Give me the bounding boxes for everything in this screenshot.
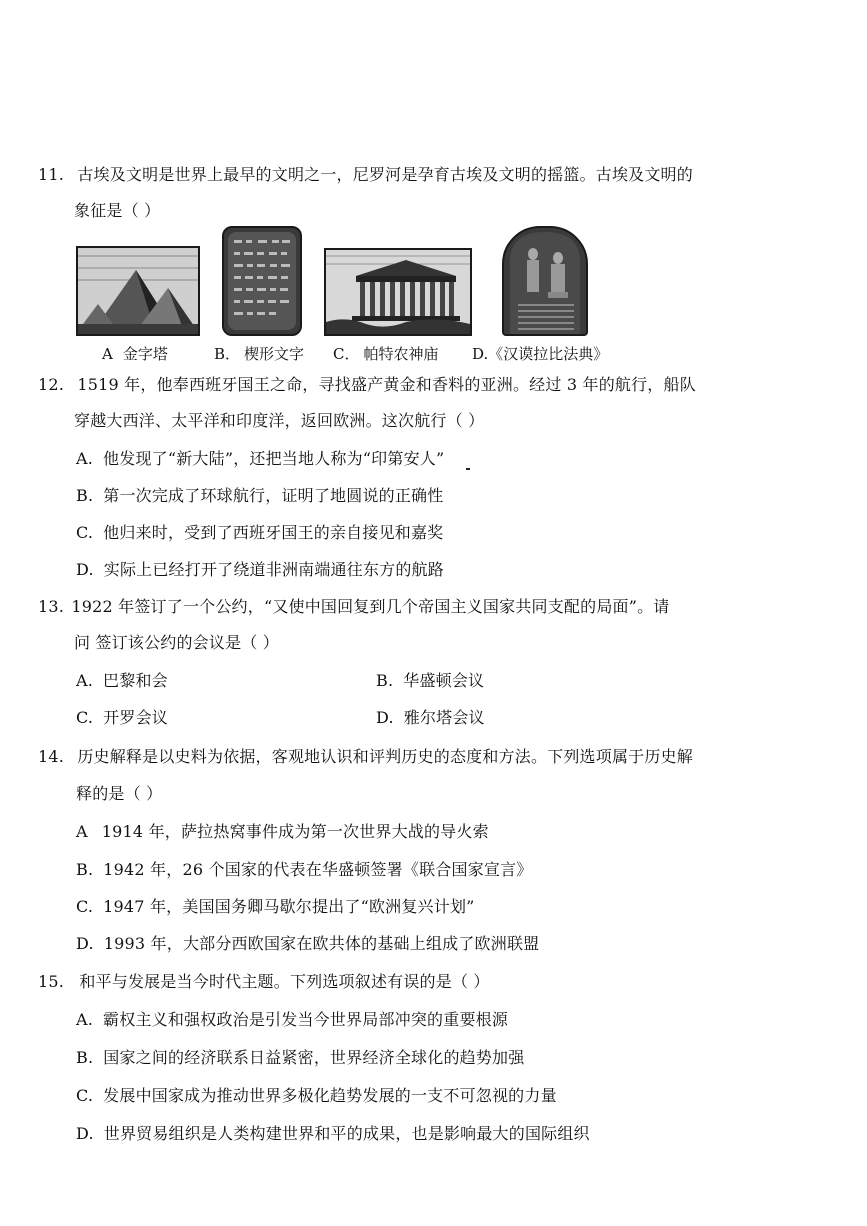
option-text: 他发现了“新大陆”，还把当地人称为“印第安人”: [103, 449, 445, 468]
q14-number: 14.: [38, 747, 65, 766]
q11-text-1: 古埃及文明是世界上最早的文明之一，尼罗河是孕育古埃及文明的摇篮。古埃及文明的: [77, 165, 693, 184]
q12-option-a: [76, 448, 444, 470]
option-letter: A.: [76, 1010, 94, 1029]
option-letter: C．: [333, 345, 360, 363]
q15-stem-line1: [38, 971, 490, 993]
option-text: 1993 年，大部分西欧国家在欧共体的基础上组成了欧洲联盟: [103, 934, 540, 953]
option-letter: C.: [76, 523, 94, 542]
option-letter: B．: [214, 345, 241, 363]
q15-option-c: [76, 1085, 557, 1107]
option-text: 发展中国家成为推动世界多极化趋势发展的一支不可忽视的力量: [103, 1086, 557, 1105]
option-letter: A.: [76, 671, 94, 690]
option-text: 实际上已经打开了绕道非洲南端通往东方的航路: [103, 560, 444, 579]
option-text: 霸权主义和强权政治是引发当今世界局部冲突的重要根源: [103, 1010, 509, 1029]
option-letter: A.: [76, 449, 94, 468]
q14-stem-line1: [38, 746, 693, 768]
option-letter: D.: [472, 345, 489, 363]
q11-option-b: [214, 344, 304, 364]
option-text: 华盛顿会议: [403, 671, 485, 690]
option-letter: C.: [76, 1086, 94, 1105]
q13-option-c: [76, 707, 168, 729]
q13-text-1: 1922 年签订了一个公约，“又使中国回复到几个帝国主义国家共同支配的局面”。请: [71, 597, 670, 616]
option-text: 楔形文字: [244, 345, 305, 363]
q14-option-d: [76, 933, 539, 955]
option-letter: A: [102, 345, 113, 363]
q14-option-a: [76, 821, 489, 843]
option-letter: D.: [76, 934, 94, 953]
cuneiform-tablet-icon: [222, 226, 302, 336]
q12-number: 12.: [38, 375, 65, 394]
option-letter: D.: [376, 708, 394, 727]
option-letter: A: [76, 822, 88, 841]
option-letter: B.: [376, 671, 394, 690]
q11-stem-line2: 象征是（ ）: [74, 201, 161, 220]
q11-option-a: [102, 344, 168, 364]
q12-stem-line1: [38, 374, 696, 396]
q13-option-a: [76, 670, 168, 692]
option-letter: C.: [76, 897, 94, 916]
option-text: 帕特农神庙: [363, 345, 439, 363]
option-text: 开罗会议: [103, 708, 168, 727]
q15-option-a: [76, 1009, 508, 1031]
q13-option-b: [376, 670, 484, 692]
option-letter: C.: [76, 708, 94, 727]
q11-option-c: [333, 344, 439, 364]
q14-option-b: [76, 859, 533, 881]
q11-number: 11.: [38, 165, 65, 184]
q11-option-d: [472, 344, 608, 364]
option-letter: B.: [76, 1048, 94, 1067]
option-text: 雅尔塔会议: [403, 708, 485, 727]
option-letter: B.: [76, 486, 94, 505]
option-text: 1942 年，26 个国家的代表在华盛顿签署《联合国家宣言》: [103, 860, 533, 879]
option-letter: B.: [76, 860, 94, 879]
q11-stem-line1: [38, 164, 693, 186]
q13-stem-line2: 问 签订该公约的会议是（ ）: [74, 633, 279, 652]
hammurabi-stele-icon: [502, 226, 588, 336]
q13-option-d: [376, 707, 485, 729]
q13-stem-line1: [38, 596, 670, 618]
option-letter: D.: [76, 1124, 94, 1143]
q14-option-c: [76, 896, 475, 918]
option-text: 世界贸易组织是人类构建世界和平的成果，也是影响最大的国际组织: [103, 1124, 590, 1143]
option-text: 1947 年，美国国务卿马歇尔提出了“欧洲复兴计划”: [103, 897, 475, 916]
option-text: 第一次完成了环球航行，证明了地圆说的正确性: [103, 486, 444, 505]
q14-stem-line2: 释的是（ ）: [76, 784, 163, 803]
q14-text-1: 历史解释是以史料为依据，客观地认识和评判历史的态度和方法。下列选项属于历史解: [77, 747, 693, 766]
q12-option-d: [76, 559, 444, 581]
option-letter: D.: [76, 560, 94, 579]
q13-number: 13.: [38, 597, 65, 616]
q12-option-c: [76, 522, 443, 544]
pyramids-icon: [76, 246, 200, 336]
q12-text-1: 1519 年，他奉西班牙国王之命，寻找盛产黄金和香料的亚洲。经过 3 年的航行，船队: [77, 375, 696, 394]
q15-number: 15.: [38, 972, 65, 991]
parthenon-icon: [324, 248, 472, 336]
option-text: 金字塔: [122, 345, 168, 363]
stray-mark: [466, 468, 470, 470]
option-text: 1914 年，萨拉热窝事件成为第一次世界大战的导火索: [101, 822, 489, 841]
option-text: 巴黎和会: [103, 671, 168, 690]
option-text: 国家之间的经济联系日益紧密，世界经济全球化的趋势加强: [103, 1048, 525, 1067]
q15-text-1: 和平与发展是当今时代主题。下列选项叙述有误的是（ ）: [79, 972, 490, 991]
option-text: 他归来时，受到了西班牙国王的亲自接见和嘉奖: [103, 523, 444, 542]
q12-option-b: [76, 485, 443, 507]
q12-stem-line2: 穿越大西洋、太平洋和印度洋，返回欧洲。这次航行（ ）: [74, 411, 485, 430]
q15-option-b: [76, 1047, 524, 1069]
q15-option-d: [76, 1123, 590, 1145]
option-text: 《汉谟拉比法典》: [488, 345, 609, 363]
